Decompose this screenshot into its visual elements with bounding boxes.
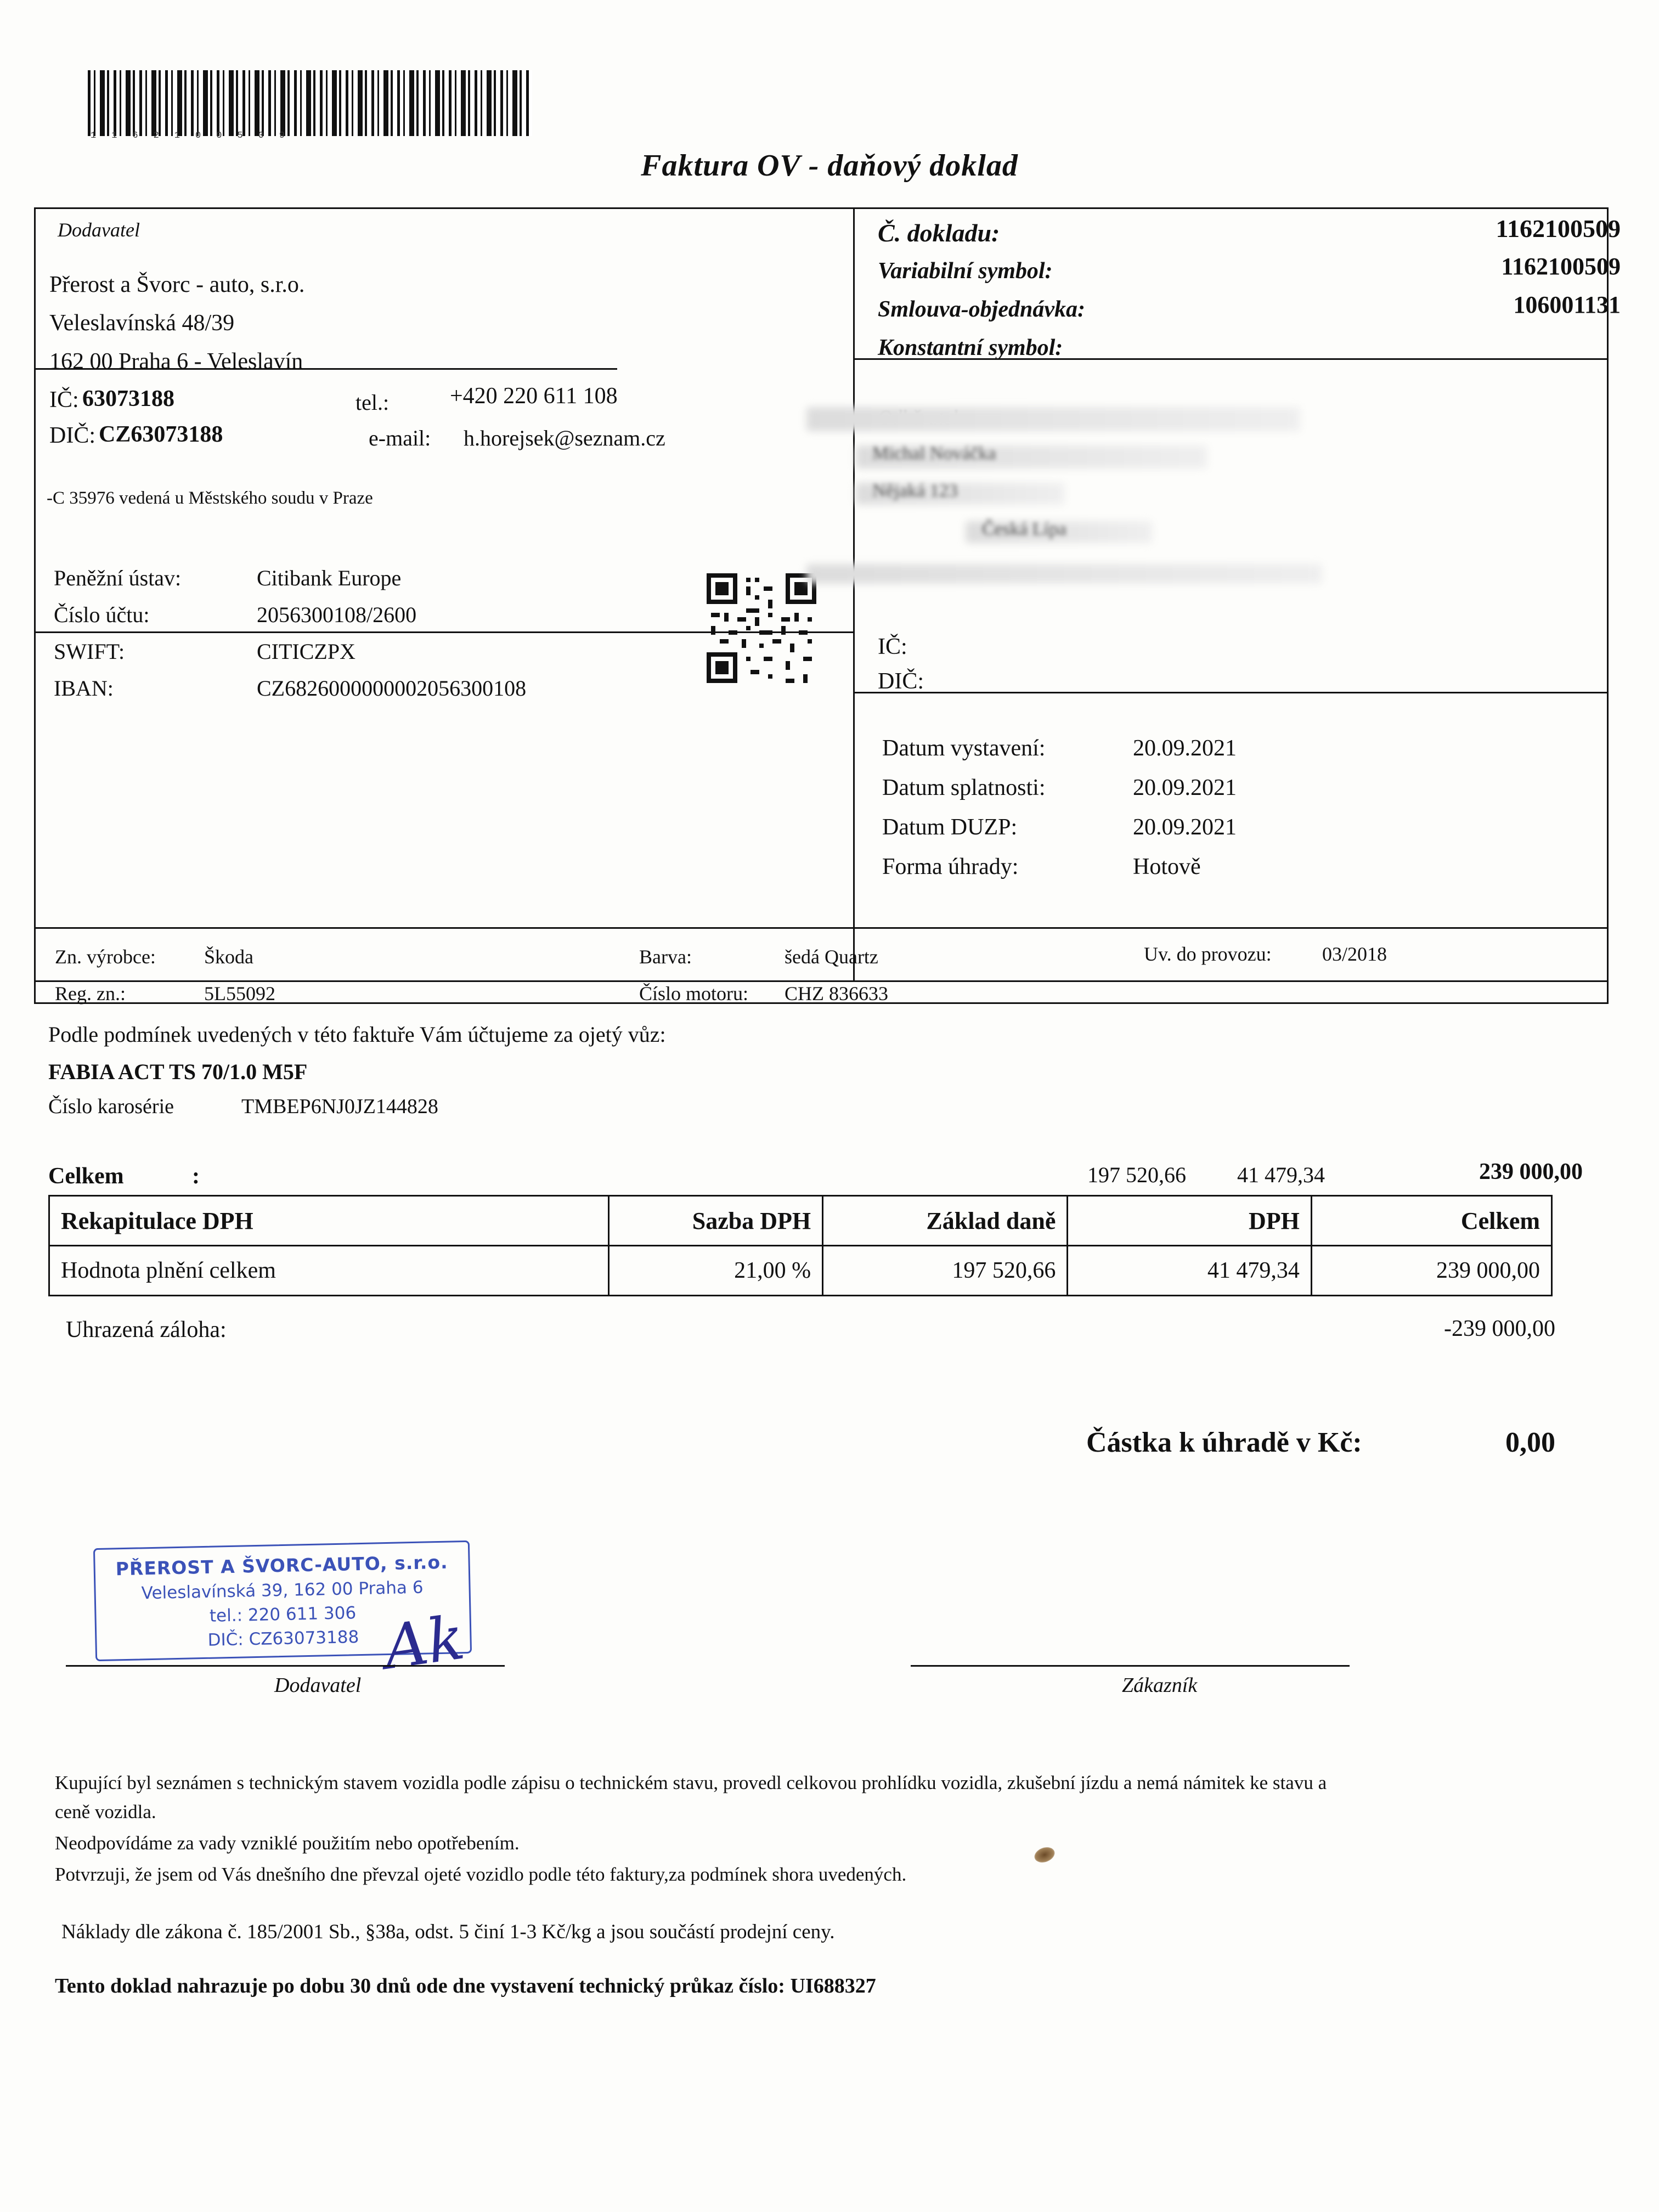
vat-row-base: 197 520,66: [823, 1246, 1068, 1296]
amount-due-label: Částka k úhradě v Kč:: [1086, 1427, 1362, 1458]
stamp-line-2: Veleslavínská 39, 162 00 Praha 6: [141, 1577, 424, 1604]
barcode-digits: 1162100509: [91, 131, 301, 141]
totals-vat: 41 479,34: [1237, 1163, 1325, 1187]
bank-account-value: 2056300108/2600: [257, 602, 417, 627]
advance-paid-value: -239 000,00: [1444, 1316, 1555, 1341]
footer-line-6: Tento doklad nahrazuje po dobu 30 dnů ode dne vystavení technický průkaz číslo: UI688327: [55, 1974, 876, 1997]
customer-dic-label: DIČ:: [878, 669, 924, 694]
advance-paid-label: Uhrazená záloha:: [66, 1317, 227, 1342]
table-header-row: [49, 1196, 1552, 1246]
stamp-line-1: PŘEROST A ŠVORC-AUTO, s.r.o.: [115, 1551, 448, 1580]
vehicle-reg-value: 5L55092: [204, 983, 275, 1005]
page-title: Faktura OV - daňový doklad: [641, 149, 1018, 183]
customer-ico-label: IČ:: [878, 634, 907, 659]
supplier-caption: Dodavatel: [58, 219, 140, 241]
barcode-image: [88, 70, 532, 136]
customer-name: Michal Nováčka: [872, 443, 996, 464]
invoice-intro-text: Podle podmínek uvedených v této faktuře Vám účtujeme za ojetý vůz:: [48, 1022, 666, 1047]
totals-label: Celkem: [48, 1164, 124, 1189]
issue-date-value: 20.09.2021: [1133, 736, 1237, 761]
main-frame: [34, 207, 1609, 982]
bank-swift-value: CITICZPX: [257, 639, 356, 664]
due-date-label: Datum splatnosti:: [882, 775, 1046, 800]
footer-line-5: Náklady dle zákona č. 185/2001 Sb., §38a, odst. 5 činí 1-3 Kč/kg a jsou součástí prodejní ceny.: [61, 1921, 835, 1943]
footer-line-4: Potvrzuji, že jsem od Vás dnešního dne převzal ojeté vozidlo podle této faktury,za podmínek shora uvedených.: [55, 1864, 907, 1885]
vehicle-engine-label: Číslo motoru:: [639, 983, 749, 1005]
supplier-city: 162 00 Praha 6 - Veleslavín: [49, 349, 303, 374]
vehicle-make-label: Zn. výrobce:: [55, 946, 156, 968]
vehicle-color-value: šedá Quartz: [785, 946, 878, 968]
variable-symbol-value: 1162100509: [1501, 253, 1621, 280]
duzp-date-value: 20.09.2021: [1133, 815, 1237, 840]
customer-signature-line: [911, 1665, 1350, 1667]
doc-number-value: 1162100509: [1496, 215, 1621, 242]
supplier-tel-value: +420 220 611 108: [450, 383, 618, 409]
vat-recap-table: [48, 1195, 1553, 1296]
vat-header-vat: DPH: [1068, 1196, 1312, 1246]
vehicle-service-value: 03/2018: [1322, 943, 1387, 965]
supplier-court-note: -C 35976 vedená u Městského soudu v Praze: [47, 488, 373, 508]
customer-redaction-band-5: [806, 564, 1322, 584]
frame-divider-customer-dates: [853, 692, 1607, 693]
vat-header-rate: Sazba DPH: [609, 1196, 823, 1246]
stamp-line-3: tel.: 220 611 306: [209, 1603, 357, 1626]
customer-redaction-band-1: [806, 407, 1300, 431]
customer-signature-caption: Zákazník: [1122, 1674, 1198, 1697]
supplier-ico-label: IČ:: [49, 387, 79, 413]
vat-header-title: Rekapitulace DPH: [49, 1196, 609, 1246]
supplier-ico-value: 63073188: [82, 386, 174, 411]
supplier-dic-label: DIČ:: [49, 423, 95, 448]
doc-number-label: Č. dokladu:: [878, 219, 1000, 247]
bank-account-label: Číslo účtu:: [54, 602, 150, 627]
constant-symbol-label: Konstantní symbol:: [878, 335, 1063, 360]
bank-institution-label: Peněžní ústav:: [54, 566, 182, 590]
variable-symbol-label: Variabilní symbol:: [878, 258, 1053, 284]
supplier-email-value: h.horejsek@seznam.cz: [464, 426, 665, 450]
totals-colon: :: [192, 1164, 200, 1189]
vat-row-title: Hodnota plnění celkem: [49, 1246, 609, 1296]
vat-row-rate: 21,00 %: [609, 1246, 823, 1296]
vat-header-total: Celkem: [1311, 1196, 1551, 1246]
issue-date-label: Datum vystavení:: [882, 736, 1046, 761]
vat-header-base: Základ daně: [823, 1196, 1068, 1246]
vehicle-make-value: Škoda: [204, 946, 253, 968]
bank-iban-value: CZ6826000000002056300108: [257, 676, 527, 701]
vat-row-total: 239 000,00: [1311, 1246, 1551, 1296]
payment-form-label: Forma úhrady:: [882, 854, 1019, 879]
supplier-tel-label: tel.:: [356, 390, 390, 415]
handwritten-signature: Ak: [379, 1602, 469, 1683]
amount-due-value: 0,00: [1505, 1427, 1555, 1458]
vehicle-model: FABIA ACT TS 70/1.0 M5F: [48, 1059, 308, 1084]
stamp-line-4: DIČ: CZ63073188: [207, 1627, 359, 1650]
bank-swift-label: SWIFT:: [54, 639, 125, 664]
customer-city: Česká Lípa: [982, 519, 1066, 539]
supplier-name: Přerost a Švorc - auto, s.r.o.: [49, 272, 305, 297]
supplier-signature-caption: Dodavatel: [274, 1674, 362, 1697]
due-date-value: 20.09.2021: [1133, 775, 1237, 800]
payment-form-value: Hotově: [1133, 854, 1201, 879]
frame-vertical-divider: [853, 209, 855, 980]
vehicle-engine-value: CHZ 836633: [785, 983, 888, 1005]
vat-row-vat: 41 479,34: [1068, 1246, 1312, 1296]
footer-line-1: Kupující byl seznámen s technickým stavem vozidla podle zápisu o technickém stavu, provedl celkovou prohlídku vozidla, zkušební jízdu a nemá námitek ke stavu a: [55, 1772, 1327, 1793]
vin-label: Číslo karosérie: [48, 1095, 174, 1118]
customer-street: Nějaká 123: [872, 481, 958, 501]
bank-institution-value: Citibank Europe: [257, 566, 402, 590]
totals-base: 197 520,66: [1087, 1163, 1186, 1187]
vin-value: TMBEP6NJ0JZ144828: [241, 1095, 438, 1118]
vehicle-color-label: Barva:: [639, 946, 692, 968]
supplier-street: Veleslavínská 48/39: [49, 311, 235, 336]
supplier-signature-line: [66, 1665, 505, 1667]
vehicle-service-label: Uv. do provozu:: [1144, 943, 1272, 965]
table-row: [49, 1246, 1552, 1296]
vehicle-reg-label: Reg. zn.:: [55, 983, 126, 1005]
paper-smudge: [1032, 1844, 1057, 1865]
contract-value: 106001131: [1513, 291, 1621, 318]
duzp-date-label: Datum DUZP:: [882, 815, 1018, 840]
totals-total: 239 000,00: [1479, 1159, 1583, 1184]
footer-line-3: Neodpovídáme za vady vzniklé použitím nebo opotřebením.: [55, 1832, 520, 1854]
bank-iban-label: IBAN:: [54, 676, 114, 701]
supplier-email-label: e-mail:: [369, 426, 431, 450]
qr-code: [707, 573, 816, 683]
supplier-dic-value: CZ63073188: [99, 422, 223, 447]
footer-line-2: ceně vozidla.: [55, 1801, 156, 1822]
contract-label: Smlouva-objednávka:: [878, 297, 1085, 322]
